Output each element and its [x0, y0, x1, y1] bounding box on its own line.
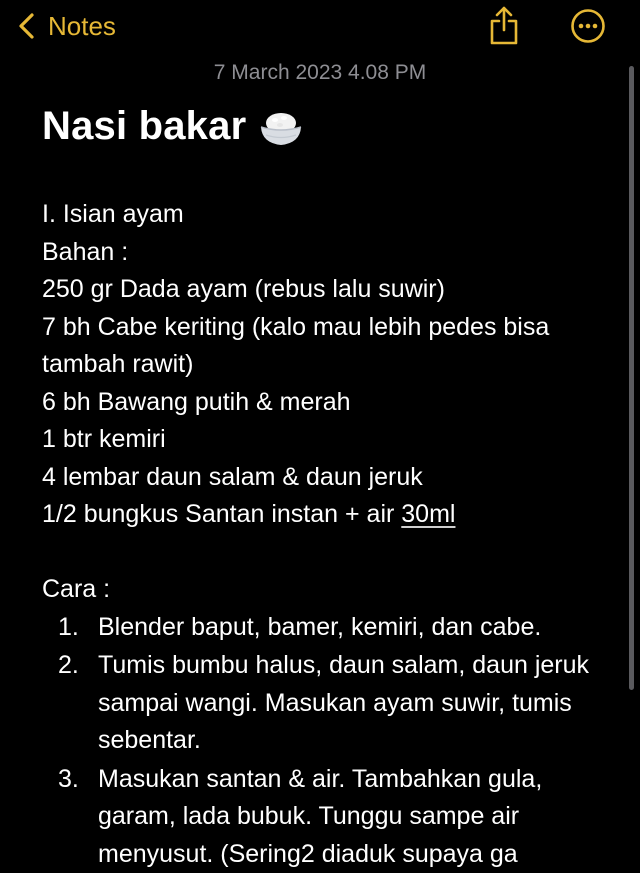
ingredient-line: 250 gr Dada ayam (rebus lalu suwir) [42, 271, 602, 309]
ingredient-line: 6 bh Bawang putih & merah [42, 384, 602, 422]
section-heading: I. Isian ayam [42, 196, 602, 234]
bahan-label: Bahan : [42, 234, 602, 272]
note-date: 7 March 2023 4.08 PM [0, 61, 640, 85]
step-text: Masukan santan & air. Tambahkan gula, garam, lada bubuk. Tunggu sampe air menyusut. (Sering2 diaduk supaya ga [98, 761, 602, 873]
step-number: 2. [58, 647, 98, 685]
note-title-text: Nasi bakar [42, 104, 246, 149]
more-icon[interactable] [570, 8, 606, 44]
back-button[interactable] [16, 8, 116, 44]
share-icon[interactable] [486, 4, 522, 46]
blank-line [42, 534, 602, 572]
ingredient-text: 1/2 bungkus Santan instan + air [42, 500, 401, 528]
back-label: Notes [48, 11, 116, 42]
list-item [42, 761, 602, 873]
note-title[interactable] [42, 104, 304, 149]
step-number: 1. [58, 609, 98, 647]
measurement-link[interactable]: 30ml [401, 500, 455, 528]
ingredient-line: 7 bh Cabe keriting (kalo mau lebih pedes bisa [42, 309, 602, 347]
list-item [42, 609, 602, 647]
navigation-bar [0, 0, 640, 52]
cara-label: Cara : [42, 571, 602, 609]
rice-bowl-icon [258, 107, 304, 147]
step-text: Blender baput, bamer, kemiri, dan cabe. [98, 609, 602, 647]
step-number: 3. [58, 761, 98, 799]
ingredient-line: tambah rawit) [42, 346, 602, 384]
ingredient-line: 4 lembar daun salam & daun jeruk [42, 459, 602, 497]
ingredient-line [42, 496, 602, 534]
scrollbar[interactable] [629, 66, 634, 690]
ingredient-line: 1 btr kemiri [42, 421, 602, 459]
step-text: Tumis bumbu halus, daun salam, daun jeruk sampai wangi. Masukan ayam suwir, tumis sebentar. [98, 647, 602, 760]
chevron-left-icon [16, 12, 38, 40]
note-body[interactable] [42, 196, 602, 873]
steps-list [42, 609, 602, 873]
list-item [42, 647, 602, 760]
